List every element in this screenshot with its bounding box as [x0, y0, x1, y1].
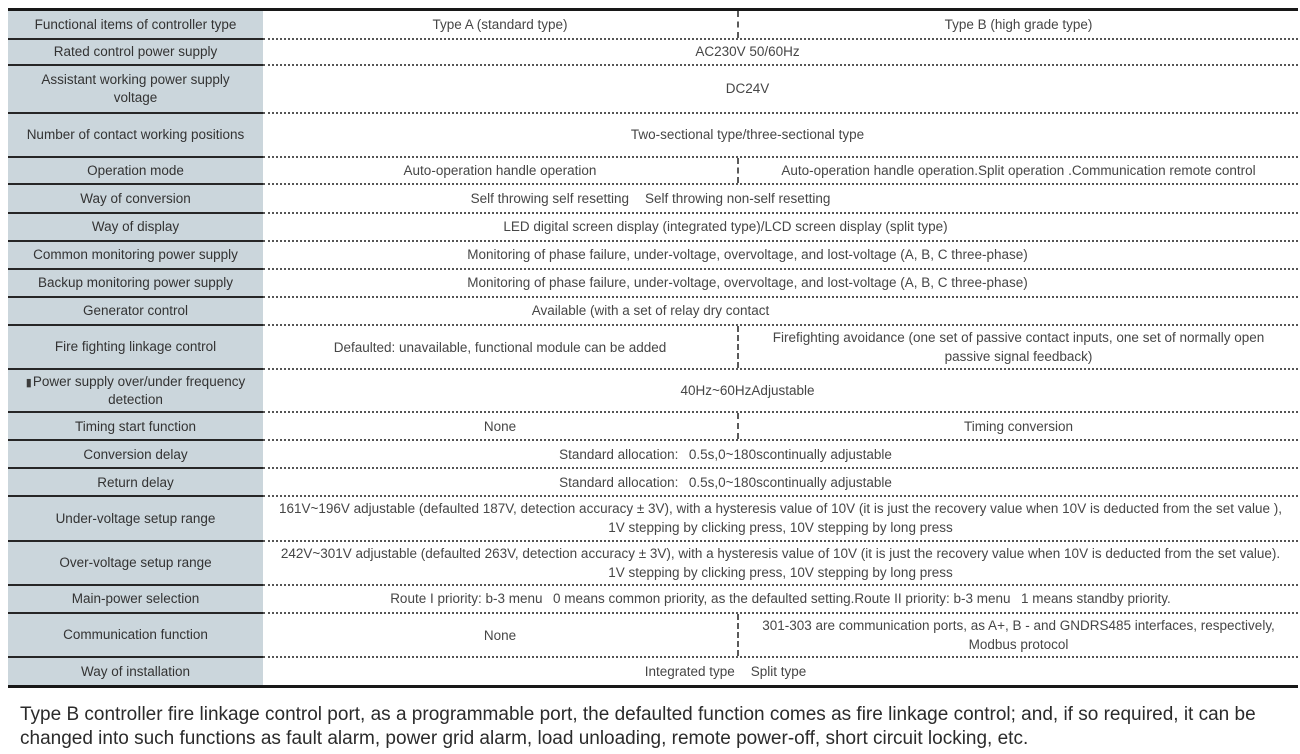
table-row: [8, 658, 1298, 685]
row-label: [8, 11, 263, 40]
row-label-text: Functional items of controller type: [34, 16, 237, 32]
type-a-cell: Auto-operation handle operation: [403, 162, 597, 178]
type-b-cell: Type B (high grade type): [737, 11, 1298, 38]
row-label-text: Operation mode: [87, 162, 184, 178]
row-label-text: Conversion delay: [83, 446, 188, 462]
table-row: [8, 370, 1298, 413]
type-b-cell: Auto-operation handle operation.Split operation .Communication remote control: [737, 158, 1298, 183]
table-row: [8, 469, 1298, 497]
table-row: [8, 586, 1298, 614]
table-row: [8, 66, 1298, 114]
row-label: [8, 270, 263, 298]
table-row: [8, 542, 1298, 586]
row-label: [8, 497, 263, 541]
pair-right-text: Self throwing non-self resetting: [644, 190, 831, 206]
row-label: [8, 40, 263, 66]
type-b-cell: 301-303 are communication ports, as A+, B - and GNDRS485 interfaces, respectively, Modbus protocol: [737, 614, 1298, 656]
pair-right-text: Split type: [750, 664, 807, 680]
span-cell: 161V~196V adjustable (defaulted 187V, detection accuracy ± 3V), with a hysteresis value of 10V (it is just the recovery value when 10V is deducted from the set value ), 1V stepping by clicking press, 10V stepping by long press: [278, 501, 1283, 536]
row-label: [8, 158, 263, 185]
row-label-text: Way of display: [91, 219, 180, 235]
table-row: [8, 497, 1298, 541]
row-label-text: Common monitoring power supply: [33, 247, 238, 263]
row-label: [8, 413, 263, 441]
row-label-text: Return delay: [97, 474, 174, 490]
span-cell: Monitoring of phase failure, under-voltage, overvoltage, and lost-voltage (A, B, C three-phase): [467, 275, 1028, 291]
row-label-text: Backup monitoring power supply: [37, 275, 234, 291]
row-label-text: Way of conversion: [80, 190, 191, 206]
span-cell: DC24V: [725, 81, 770, 97]
table-row: [8, 114, 1298, 158]
row-label: [8, 586, 263, 614]
row-label-text: Number of contact working positions: [26, 127, 245, 143]
span-cell: [133, 185, 1168, 212]
row-label: [8, 242, 263, 270]
span-cell: LED digital screen display (integrated type)/LCD screen display (split type): [503, 219, 948, 235]
table-row: [8, 11, 1298, 40]
table-row: [8, 185, 1298, 214]
type-a-cell: None: [483, 627, 517, 643]
row-label: [8, 114, 263, 158]
table-row: [8, 242, 1298, 270]
span-cell: Route I priority: b-3 menu 0 means common priority, as the defaulted setting.Route II priority: b-3 menu 1 means standby priority.: [390, 591, 1171, 607]
tofu-marker-icon: ▮: [25, 377, 32, 390]
span-cell: 242V~301V adjustable (defaulted 263V, detection accuracy ± 3V), with a hysteresis value of 10V (it is just the recovery value when 10V is deducted from the set value). 1V stepping by clicking press, 10V stepping by long press: [280, 545, 1281, 580]
row-label-text: Main-power selection: [71, 591, 200, 607]
table-row: [8, 441, 1298, 469]
span-cell: Standard allocation: 0.5s,0~180scontinually adjustable: [559, 474, 892, 490]
type-a-cell: Type A (standard type): [432, 16, 568, 32]
pair-left-text: Integrated type: [644, 664, 735, 680]
table-row: [8, 40, 1298, 66]
pair-left-text: Self throwing self resetting: [470, 190, 629, 206]
table-row: [8, 326, 1298, 370]
type-a-cell: None: [483, 418, 517, 434]
table-row: [8, 158, 1298, 185]
row-label-text: Power supply over/under frequency detection: [32, 374, 246, 407]
row-label: [8, 542, 263, 586]
type-b-cell: Timing conversion: [737, 413, 1298, 439]
table-row: [8, 270, 1298, 298]
row-label: [8, 326, 263, 370]
span-cell: AC230V 50/60Hz: [695, 44, 800, 60]
type-a-cell: Defaulted: unavailable, functional module can be added: [333, 339, 667, 355]
row-label: [8, 370, 263, 413]
row-label-text: Communication function: [63, 627, 208, 643]
span-cell: Available (with a set of relay dry contact: [531, 303, 770, 319]
table-row: [8, 298, 1298, 326]
type-b-cell: Firefighting avoidance (one set of passive contact inputs, one set of normally open passive signal feedback): [737, 326, 1298, 368]
row-label-text: Generator control: [82, 303, 189, 319]
row-label-text: Under-voltage setup range: [55, 510, 216, 526]
table-row: [8, 214, 1298, 242]
row-label-text: Rated control power supply: [53, 44, 218, 60]
row-label-text: Way of installation: [80, 663, 191, 679]
table-row: [8, 413, 1298, 441]
row-label-text: Timing start function: [74, 418, 197, 434]
table-row: [8, 614, 1298, 658]
span-cell: 40Hz~60HzAdjustable: [680, 383, 815, 399]
span-cell: [208, 658, 1243, 685]
row-label-text: Assistant working power supply voltage: [41, 72, 230, 105]
span-cell: Standard allocation: 0.5s,0~180scontinually adjustable: [559, 446, 892, 462]
spec-table: [8, 8, 1298, 688]
footer-note: Type B controller fire linkage control port, as a programmable port, the defaulted function comes as fire linkage control; and, if so required, it can be changed into such functions as fault alarm, power grid alarm, load unloading, remote power-off, short circuit locking, etc.: [20, 704, 1256, 750]
row-label: [8, 66, 263, 114]
span-cell: Monitoring of phase failure, under-voltage, overvoltage, and lost-voltage (A, B, C three-phase): [467, 247, 1028, 263]
row-label-text: Fire fighting linkage control: [54, 339, 217, 355]
row-label: [8, 614, 263, 658]
span-cell: Two-sectional type/three-sectional type: [630, 127, 865, 143]
row-label-text: Over-voltage setup range: [59, 555, 212, 570]
